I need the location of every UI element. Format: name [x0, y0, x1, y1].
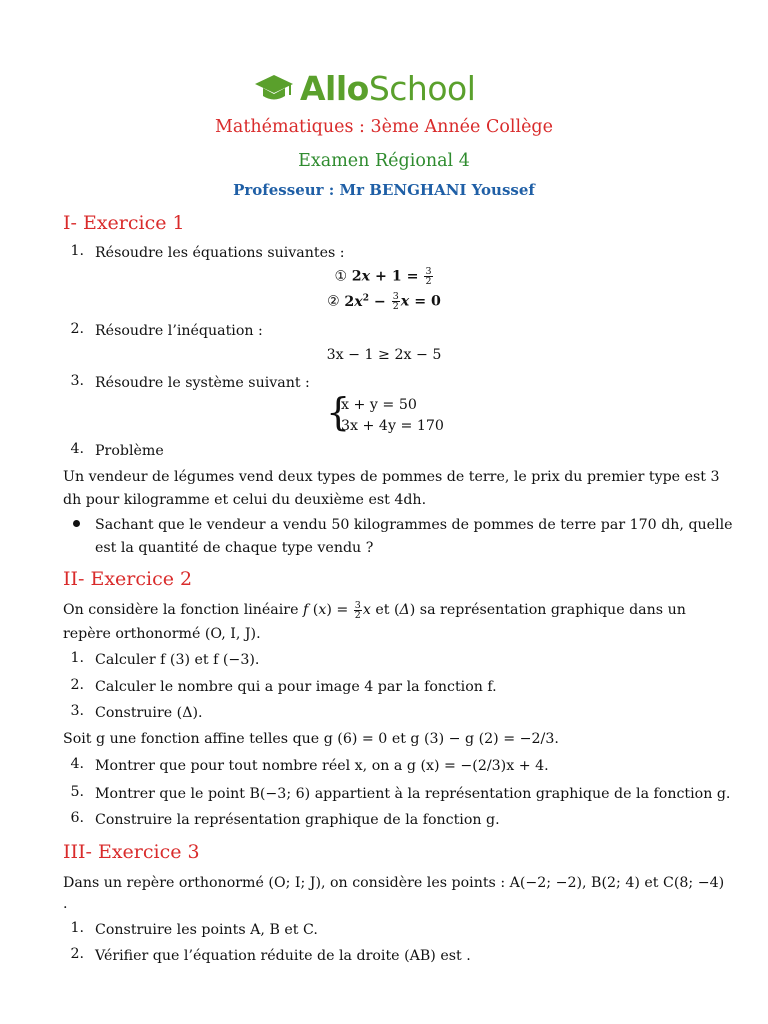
question-text: Vérifier que l’équation réduite de la droite (AB) est .	[95, 948, 471, 964]
q-number: 3.	[70, 373, 84, 389]
exercise-2-intro: repère orthonormé (O, I, J).	[63, 626, 261, 642]
alloschool-logo	[254, 68, 475, 108]
exercise-2-title: II- Exercice 2	[63, 568, 193, 590]
question-text: Résoudre le système suivant :	[95, 375, 310, 391]
q-number: 4.	[70, 756, 84, 772]
subject-title: Mathématiques : 3ème Année Collège	[215, 117, 553, 137]
exam-title: Examen Régional 4	[298, 151, 470, 171]
question-text: Montrer que le point B(−3; 6) appartient à la représentation graphique de la fonction g.	[95, 786, 731, 802]
question-text: Résoudre l’inéquation :	[95, 323, 263, 339]
equation-1: ① 2x + 1 = $\frac{3}{2}$	[334, 266, 432, 287]
system-equation-1: x + y = 50	[341, 397, 417, 413]
q-number: 2.	[70, 946, 84, 962]
exercise-3-intro: Dans un repère orthonormé (O; I; J), on considère les points : A(−2; −2), B(2; 4) et C(8; −4)	[63, 875, 725, 891]
question-text: Construire (Δ).	[95, 705, 203, 721]
problem-text: dh pour kilogramme et celui du deuxième est 4dh.	[63, 492, 427, 508]
question-text: Calculer f (3) et f (−3).	[95, 652, 260, 668]
q-number: 2.	[70, 321, 84, 337]
question-text: Calculer le nombre qui a pour image 4 par la fonction f.	[95, 679, 497, 695]
q-number: 1.	[70, 243, 84, 259]
graduation-cap-icon	[254, 72, 294, 104]
question-text: Résoudre les équations suivantes :	[95, 245, 345, 261]
system-equation-2: 3x + 4y = 170	[341, 418, 444, 434]
q-number: 4.	[70, 441, 84, 457]
system-brace: {	[326, 390, 351, 434]
bullet-dot	[73, 520, 80, 527]
teacher-name: Professeur : Mr BENGHANI Youssef	[233, 181, 535, 199]
exercise-3-title: III- Exercice 3	[63, 841, 200, 863]
q-number: 6.	[70, 810, 84, 826]
logo-text: AlloSchool	[300, 68, 476, 108]
problem-text: Un vendeur de légumes vend deux types de pommes de terre, le prix du premier type est 3	[63, 469, 720, 485]
bullet-text: Sachant que le vendeur a vendu 50 kilogrammes de pommes de terre par 170 dh, quelle	[95, 517, 733, 533]
q-number: 3.	[70, 703, 84, 719]
exercise-3-intro-dot: .	[63, 896, 68, 912]
question-text: Construire les points A, B et C.	[95, 922, 318, 938]
question-text: Problème	[95, 443, 164, 459]
question-text: Construire la représentation graphique de la fonction g.	[95, 812, 500, 828]
exercise-1-title: I- Exercice 1	[63, 212, 185, 234]
q-number: 5.	[70, 784, 84, 800]
q-number: 1.	[70, 920, 84, 936]
affine-function-text: Soit g une fonction affine telles que g (6) = 0 et g (3) − g (2) = −2/3.	[63, 731, 559, 747]
exercise-2-intro: On considère la fonction linéaire f (x) = $\frac{3}{2}$ x et (Δ) sa représentation graphique dans un	[63, 599, 686, 621]
inequation: 3x − 1 ≥ 2x − 5	[326, 347, 442, 363]
equation-2: ② $2x^2$ − $\frac{3}{2}$ x = 0	[327, 291, 441, 312]
q-number: 2.	[70, 677, 84, 693]
q-number: 1.	[70, 650, 84, 666]
bullet-text: est la quantité de chaque type vendu ?	[95, 540, 374, 556]
question-text: Montrer que pour tout nombre réel x, on a g (x) = −(2/3)x + 4.	[95, 758, 549, 774]
